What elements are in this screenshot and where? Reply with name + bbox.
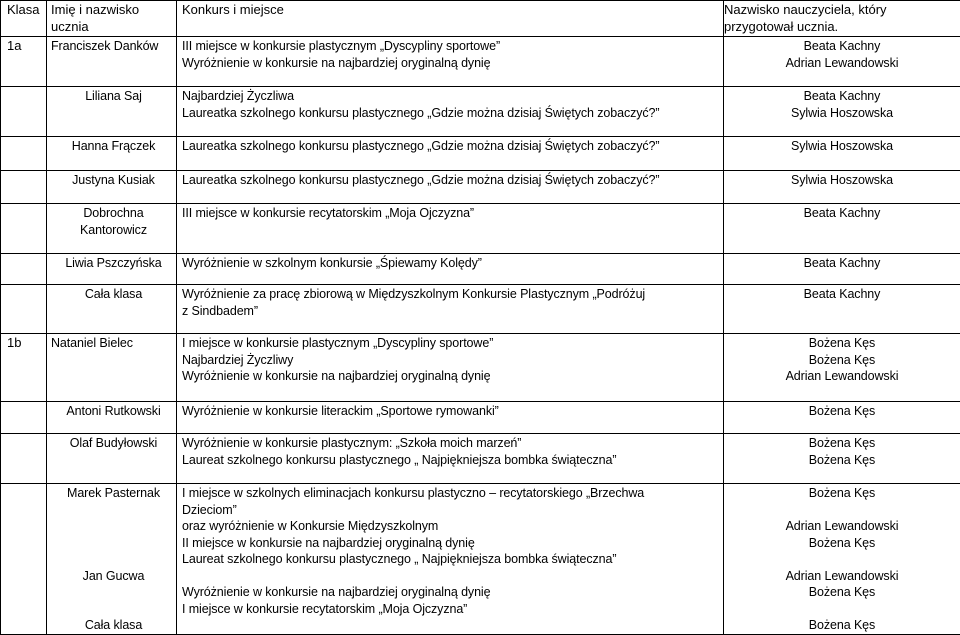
contest-place-line: z Sindbadem” [182,303,723,320]
contest-place-line: Laureatka szkolnego konkursu plastycznego „Gdzie można dzisiaj Świętych zobaczyć?” [182,138,723,155]
student-name-cell [47,171,177,204]
teacher-name-line: Bożena Kęs [724,485,960,502]
teacher-name-line: Bożena Kęs [724,435,960,452]
student-name-line: Dobrochna [51,205,176,222]
teacher-name-line: Bożena Kęs [724,403,960,420]
class-cell [1,87,47,137]
header-student-label-2: ucznia [51,19,176,36]
contest-place-line: Laureatka szkolnego konkursu plastycznego „Gdzie można dzisiaj Świętych zobaczyć?” [182,105,723,122]
contest-place-line [182,568,723,585]
header-class-label: Klasa [7,2,46,19]
class-value: 1b [7,335,46,352]
contest-place-line: I miejsce w szkolnych eliminacjach konkursu plastyczno – recytatorskiego „Brzechwa [182,485,723,502]
contest-place-cell [177,137,724,171]
student-name-cell [47,87,177,137]
table-row [1,402,960,434]
class-cell [1,334,47,402]
student-name-line: Kantorowicz [51,222,176,239]
header-teacher [724,1,960,37]
table-row [1,254,960,285]
student-name-line: Justyna Kusiak [51,172,176,189]
student-name-line: Marek Pasternak [51,485,176,502]
teacher-name-line: Adrian Lewandowski [724,368,960,385]
student-name-line [51,584,176,601]
contest-place-line: oraz wyróżnienie w Konkursie Międzyszkolnym [182,518,723,535]
teacher-name-line: Beata Kachny [724,255,960,272]
class-cell [1,285,47,334]
class-cell [1,171,47,204]
teacher-name-line: Beata Kachny [724,38,960,55]
teacher-name-cell [724,87,960,137]
student-name-cell [47,37,177,87]
header-contest-label: Konkurs i miejsce [182,2,723,19]
contest-place-cell [177,334,724,402]
contest-place-line: Wyróżnienie w konkursie na najbardziej oryginalną dynię [182,368,723,385]
student-name-cell [47,334,177,402]
teacher-name-line: Beata Kachny [724,286,960,303]
student-name-line: Cała klasa [51,617,176,634]
student-name-line: Franciszek Danków [51,38,176,55]
contest-place-cell [177,37,724,87]
table-row [1,37,960,87]
contest-place-line: III miejsce w konkursie recytatorskim „Moja Ojczyzna” [182,205,723,222]
student-name-line [51,502,176,519]
contest-place-line: Laureat szkolnego konkursu plastycznego „ Najpiękniejsza bombka świąteczna” [182,452,723,469]
table-row [1,87,960,137]
teacher-name-line: Bożena Kęs [724,452,960,469]
table-header-row [1,1,960,37]
teacher-name-line [724,601,960,618]
student-name-cell [47,484,177,635]
contest-place-line: Wyróżnienie w konkursie na najbardziej oryginalną dynię [182,55,723,72]
contest-place-line: Wyróżnienie za pracę zbiorową w Międzyszkolnym Konkursie Plastycznym „Podróżuj [182,286,723,303]
contest-place-line: Laureatka szkolnego konkursu plastycznego „Gdzie można dzisiaj Świętych zobaczyć?” [182,172,723,189]
table-row [1,204,960,254]
class-cell [1,484,47,635]
student-name-line: Nataniel Bielec [51,335,176,352]
class-cell [1,37,47,87]
teacher-name-line: Adrian Lewandowski [724,518,960,535]
teacher-name-cell [724,484,960,635]
teacher-name-cell [724,171,960,204]
class-cell [1,402,47,434]
student-name-cell [47,402,177,434]
class-cell [1,204,47,254]
contest-place-cell [177,484,724,635]
contest-place-line: Wyróżnienie w konkursie na najbardziej oryginalną dynię [182,584,723,601]
student-name-line: Liliana Saj [51,88,176,105]
table-row [1,434,960,484]
teacher-name-cell [724,402,960,434]
table-row [1,334,960,402]
header-teacher-label-1: Nazwisko nauczyciela, który [724,2,960,19]
contest-place-cell [177,171,724,204]
header-student-label-1: Imię i nazwisko [51,2,176,19]
student-name-cell [47,254,177,285]
table-row [1,171,960,204]
header-class [1,1,47,37]
teacher-name-line: Beata Kachny [724,88,960,105]
student-name-cell [47,434,177,484]
contest-place-line: I miejsce w konkursie plastycznym „Dyscypliny sportowe” [182,335,723,352]
teacher-name-cell [724,434,960,484]
teacher-name-line: Adrian Lewandowski [724,568,960,585]
student-name-line: Olaf Budyłowski [51,435,176,452]
header-teacher-label-2: przygotował ucznia. [724,19,960,36]
student-name-line [51,535,176,552]
teacher-name-line: Bożena Kęs [724,335,960,352]
class-cell [1,137,47,171]
contest-place-cell [177,402,724,434]
teacher-name-cell [724,285,960,334]
teacher-name-line [724,551,960,568]
contest-place-line: Wyróżnienie w szkolnym konkursie „Śpiewamy Kolędy” [182,255,723,272]
header-student [47,1,177,37]
teacher-name-cell [724,334,960,402]
header-contest [177,1,724,37]
contest-place-line: Wyróżnienie w konkursie literackim „Sportowe rymowanki” [182,403,723,420]
contest-place-cell [177,434,724,484]
contest-place-line: Dzieciom” [182,502,723,519]
student-name-line [51,601,176,618]
contest-place-line: I miejsce w konkursie recytatorskim „Moja Ojczyzna” [182,601,723,618]
student-name-line: Hanna Frączek [51,138,176,155]
teacher-name-cell [724,137,960,171]
contest-place-cell [177,254,724,285]
teacher-name-cell [724,204,960,254]
teacher-name-line: Sylwia Hoszowska [724,138,960,155]
teacher-name-line: Sylwia Hoszowska [724,105,960,122]
student-name-cell [47,285,177,334]
teacher-name-line: Beata Kachny [724,205,960,222]
table-row [1,484,960,635]
contest-place-cell [177,87,724,137]
teacher-name-line: Bożena Kęs [724,352,960,369]
student-name-line: Liwia Pszczyńska [51,255,176,272]
table-row [1,137,960,171]
student-name-line [51,551,176,568]
teacher-name-line: Bożena Kęs [724,584,960,601]
teacher-name-line: Sylwia Hoszowska [724,172,960,189]
contest-place-line: II miejsce w konkursie na najbardziej oryginalną dynię [182,535,723,552]
contest-place-line: III miejsce w konkursie plastycznym „Dyscypliny sportowe” [182,38,723,55]
teacher-name-cell [724,254,960,285]
class-cell [1,434,47,484]
student-name-line: Antoni Rutkowski [51,403,176,420]
teacher-name-line: Adrian Lewandowski [724,55,960,72]
teacher-name-line: Bożena Kęs [724,535,960,552]
student-name-cell [47,137,177,171]
student-name-line: Cała klasa [51,286,176,303]
table-row [1,285,960,334]
contest-place-line: Najbardziej Życzliwa [182,88,723,105]
contest-place-cell [177,285,724,334]
contest-place-line: Laureat szkolnego konkursu plastycznego „ Najpiękniejsza bombka świąteczna” [182,551,723,568]
class-value: 1a [7,38,46,55]
contest-place-cell [177,204,724,254]
student-name-cell [47,204,177,254]
contest-place-line: Wyróżnienie w konkursie plastycznym: „Szkoła moich marzeń” [182,435,723,452]
student-name-line [51,518,176,535]
teacher-name-line: Bożena Kęs [724,617,960,634]
contest-place-line: Najbardziej Życzliwy [182,352,723,369]
teacher-name-line [724,502,960,519]
student-name-line: Jan Gucwa [51,568,176,585]
teacher-name-cell [724,37,960,87]
class-cell [1,254,47,285]
